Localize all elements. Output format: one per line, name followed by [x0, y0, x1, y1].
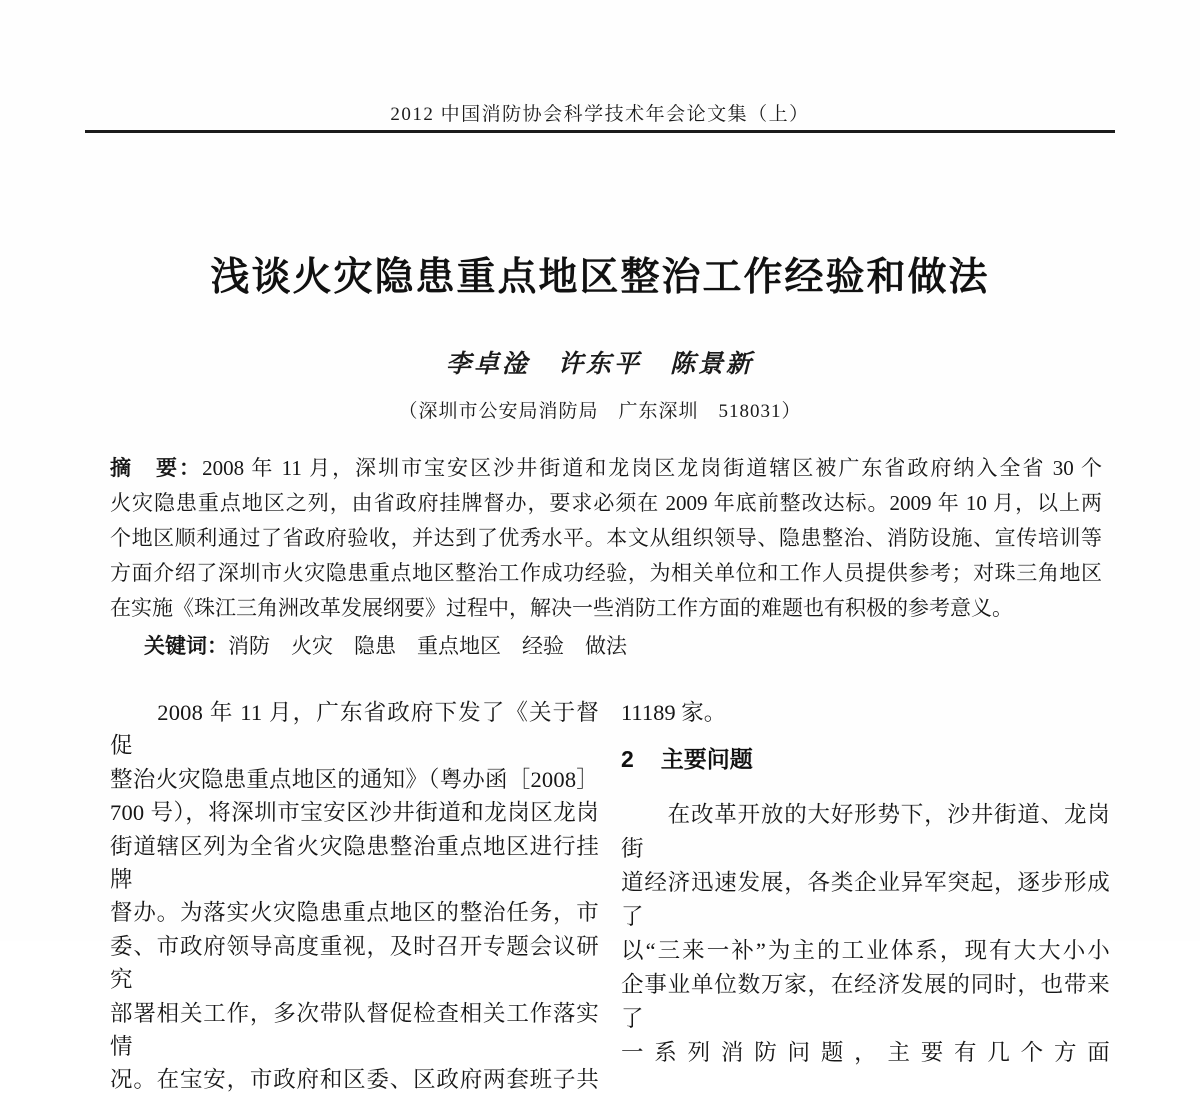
- keywords-label: 关键词：: [144, 635, 228, 658]
- abstract-line: 火灾隐患重点地区之列，由省政府挂牌督办，要求必须在 2009 年底前整改达标。2009 年 10 月，以上两: [110, 491, 1102, 515]
- right-column: [621, 696, 1110, 1070]
- body-text-line: 在改革开放的大好形势下，沙井街道、龙岗街: [621, 802, 1110, 861]
- carryover-text-line: 11189 家。: [621, 700, 727, 725]
- abstract-block: [110, 451, 1102, 626]
- abstract-line: 在实施《珠江三角洲改革发展纲要》过程中，解决一些消防工作方面的难题也有积极的参考意义。: [110, 596, 1013, 620]
- body-text-line: 委、市政府领导高度重视，及时召开专题会议研究: [110, 933, 599, 993]
- body-text-line: 街道辖区列为全省火灾隐患整治重点地区进行挂牌: [110, 833, 599, 893]
- authors: 李卓淦 许东平 陈景新: [445, 351, 754, 378]
- section-title: 主要问题: [660, 746, 753, 772]
- abstract-lines: [110, 486, 1102, 626]
- body-text-line: 一系列消防问题，主要有几个方面: [621, 1040, 1110, 1065]
- body-text-line: 以“三来一补”为主的工业体系，现有大大小小: [621, 938, 1110, 963]
- paper-title: 浅谈火灾隐患重点地区整治工作经验和做法: [210, 256, 990, 299]
- right-column-lines: [621, 798, 1110, 1070]
- section-number: 2: [621, 746, 634, 772]
- header-rule: [85, 130, 1115, 133]
- abstract-label: 摘 要：: [110, 457, 203, 480]
- left-column: [110, 696, 599, 1097]
- body-text-line: 道经济迅速发展，各类企业异军突起，逐步形成了: [621, 870, 1110, 929]
- affiliation: （深圳市公安局消防局 广东深圳 518031）: [398, 401, 802, 422]
- keywords-text: 消防 火灾 隐患 重点地区 经验 做法: [228, 634, 627, 658]
- body-text-line: 况。在宝安，市政府和区委、区政府两套班子共: [110, 1067, 599, 1093]
- keywords-line: [110, 629, 1102, 664]
- abstract-first-line-text: 2008 年 11 月，深圳市宝安区沙井街道和龙岗区龙岗街道辖区被广东省政府纳入全省 30 个: [202, 456, 1103, 480]
- section-heading: [621, 744, 1110, 774]
- abstract-line: 方面介绍了深圳市火灾隐患重点地区整治工作成功经验，为相关单位和工作人员提供参考；对珠三角地区: [110, 561, 1102, 585]
- abstract-first-line: [110, 451, 1102, 486]
- body-text-line: 企事业单位数万家，在经济发展的同时，也带来了: [621, 972, 1110, 1031]
- abstract-line: 个地区顺利通过了省政府验收，并达到了优秀水平。本文从组织领导、隐患整治、消防设施、宣传培训等: [110, 526, 1102, 550]
- left-column-lines: [110, 696, 599, 1097]
- running-header: 2012 中国消防协会科学技术年会论文集（上）: [390, 104, 810, 125]
- body-text-line: 督办。为落实火灾隐患重点地区的整治任务，市: [110, 900, 599, 926]
- body-text-line: 700 号），将深圳市宝安区沙井街道和龙岗区龙岗: [110, 800, 599, 826]
- body-text-line: 整治火灾隐患重点地区的通知》（粤办函［2008］: [110, 766, 599, 792]
- body-text-line: 部署相关工作，多次带队督促检查相关工作落实情: [110, 1000, 599, 1060]
- body-text-line: 2008 年 11 月，广东省政府下发了《关于督促: [110, 700, 599, 759]
